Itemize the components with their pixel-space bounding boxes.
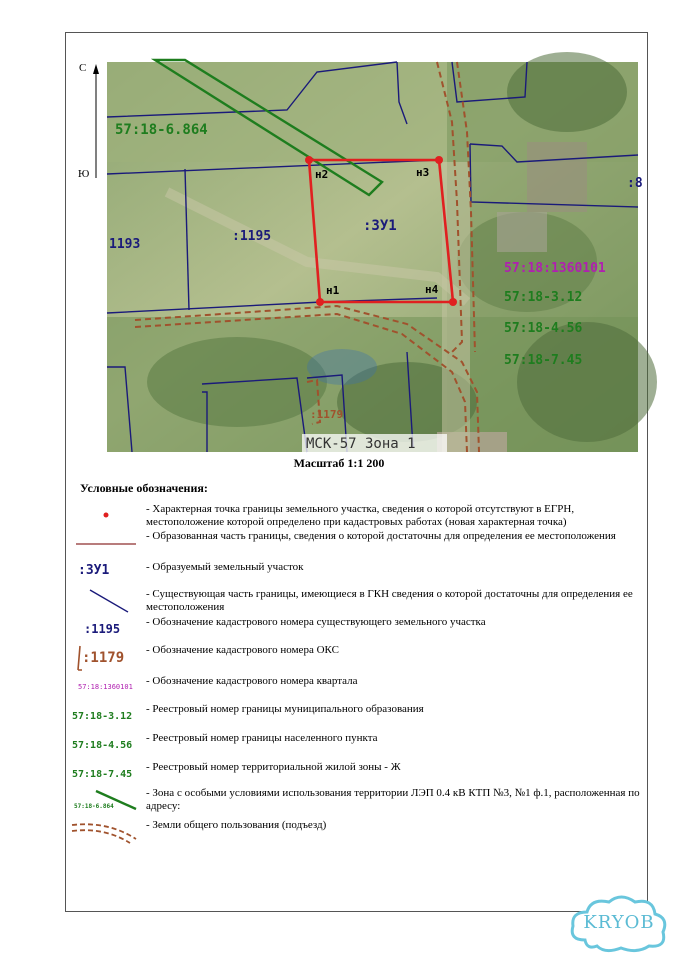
compass (75, 60, 105, 180)
legend-row-new-point: - Характерная точка границы земельного участка, сведения о которой отсутствуют в ЕГРН, местоположение которой определено при кадастровых работах (новая характерная точка) (68, 503, 643, 531)
south-label: Ю (78, 168, 90, 180)
coord-system-label: МСК-57 Зона 1 (306, 436, 416, 452)
point-n1 (316, 298, 324, 306)
neighbor-label-edge: :8 (627, 176, 643, 191)
watermark-text: KRYOB (583, 912, 655, 933)
legend-row-quarter: 57:18:1360101 - Обозначение кадастрового номера квартала (68, 675, 643, 695)
point-label-n1: н1 (326, 284, 340, 297)
legend-row-settlement: 57:18-4.56 - Реестровый номер границы населенного пункта (68, 732, 643, 752)
legend-row-new-boundary: - Образованная часть границы, сведения о которой достаточны для определения ее местоположения (146, 530, 616, 542)
kryob-watermark-logo (567, 890, 671, 956)
map-canvas (107, 62, 643, 452)
point-label-n4: н4 (425, 283, 439, 296)
legend-row-municipal: 57:18-3.12 - Реестровый номер границы муниципального образования (68, 703, 643, 723)
legend-symbol-parcel: :ЗУ1 (78, 563, 110, 578)
legend-row-public-land: - Земли общего пользования (подъезд) (68, 819, 643, 847)
parcel-label: :ЗУ1 (363, 218, 397, 234)
residential-zone-label: 57:18-7.45 (504, 353, 583, 368)
legend-symbol-quarter: 57:18:1360101 (78, 683, 133, 691)
point-label-n2: н2 (315, 168, 329, 181)
legend-symbol-3-12: 57:18-3.12 (72, 711, 133, 722)
legend-title: Условные обозначения: (80, 481, 208, 495)
legend-row-parcel: :ЗУ1 - Образуемый земельный участок (68, 561, 643, 581)
point-label-n3: н3 (416, 166, 430, 179)
map-scale: Масштаб 1:1 200 (293, 456, 385, 470)
neighbor-label-1193: 1193 (109, 237, 141, 252)
red-point-icon (104, 513, 109, 518)
public-road-icon (68, 819, 142, 847)
point-n4 (449, 298, 457, 306)
legend-symbol-7-45: 57:18-7.45 (72, 769, 133, 780)
cadastral-map (107, 62, 643, 452)
north-label: С (79, 62, 87, 74)
legend-row-residential: 57:18-7.45 - Реестровый номер территориальной жилой зоны - Ж (68, 761, 643, 781)
legend-row-lep-zone: 57:18-6.864 - Зона с особыми условиями использования территории ЛЭП 0.4 кВ КТП №3, №1 ф.1, расположенная по адресу: (68, 787, 643, 815)
municipal-border-label: 57:18-3.12 (504, 290, 583, 305)
quarter-label: 57:18:1360101 (504, 261, 606, 276)
legend-row-existing-boundary: - Существующая часть границы, имеющиеся в ГКН сведения о которой достаточны для определения ее местоположения (68, 588, 643, 616)
oks-label-1179: :1179 (310, 408, 344, 421)
existing-boundary-line-icon (90, 590, 128, 612)
neighbor-label-1195: :1195 (232, 229, 272, 244)
compass-arrow-icon (75, 60, 105, 180)
point-n3 (435, 156, 443, 164)
legend-row-oks: :1179 - Обозначение кадастрового номера ОКС (68, 644, 643, 672)
legend-row-land-cadastre: :1195 - Обозначение кадастрового номера существующего земельного участка (68, 616, 643, 636)
legend-symbol-1179: :1179 (82, 650, 125, 666)
point-n2 (305, 156, 313, 164)
legend-symbol-1195: :1195 (84, 622, 121, 636)
zone-line-label: 57:18-6.864 (115, 122, 208, 138)
legend-symbol-4-56: 57:18-4.56 (72, 740, 133, 751)
legend-symbol-6-864: 57:18-6.864 (74, 803, 114, 810)
settlement-border-label: 57:18-4.56 (504, 321, 583, 336)
